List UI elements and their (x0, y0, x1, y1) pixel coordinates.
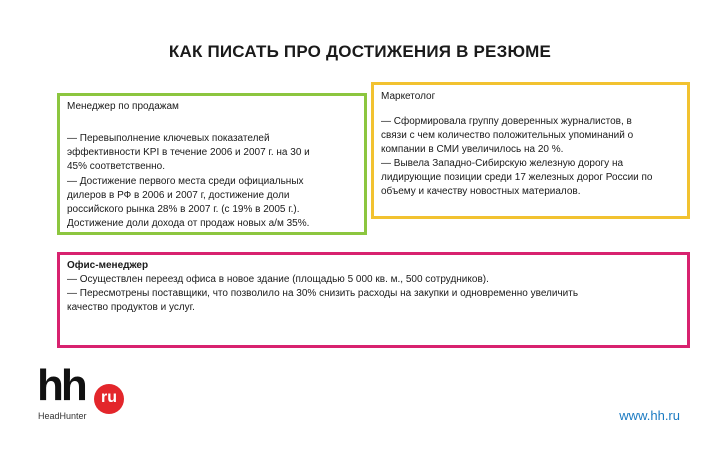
site-link[interactable]: www.hh.ru (619, 408, 680, 423)
text-line: — Осуществлен переезд офиса в новое здание (площадью 5 000 кв. м., 500 сотрудников). (67, 274, 489, 285)
text-line: — Сформировала группу доверенных журналистов, в (381, 116, 632, 127)
marketer-heading: Маркетолог (381, 91, 436, 102)
text-line: объему и качеству новостных материалов. (381, 186, 581, 197)
sales-manager-text (67, 132, 357, 231)
text-line: российского рынка 28% в 2007 г. (с 19% в 2005 г.). (67, 204, 300, 216)
text-line: компании в СМИ увеличилось на 20 %. (381, 144, 564, 155)
marketer-text (381, 115, 680, 199)
text-line: — Достижение первого места среди официальных (67, 175, 304, 187)
text-line: Достижение доли дохода от продаж новых а/м 35%. (67, 218, 310, 230)
office-manager-text (67, 273, 680, 315)
text-line: связи с чем количество положительных упоминаний о (381, 130, 634, 141)
text-line: эффективности KPI в течение 2006 и 2007 г. на 30 и (67, 147, 310, 159)
logo-ru-circle: ru (94, 384, 124, 414)
text-line: качество продуктов и услуг. (67, 302, 195, 313)
sales-manager-heading: Менеджер по продажам (67, 101, 179, 112)
office-manager-heading: Офис-менеджер (67, 260, 149, 271)
headhunter-logo (37, 361, 137, 424)
marketer-card (371, 82, 690, 219)
sales-manager-card (57, 93, 367, 235)
logo-subtitle: HeadHunter (38, 411, 87, 421)
office-manager-card (57, 252, 690, 348)
text-line: дилеров в РФ в 2006 и 2007 г, достижение доли (67, 189, 290, 201)
page-title: КАК ПИСАТЬ ПРО ДОСТИЖЕНИЯ В РЕЗЮМЕ (168, 42, 552, 61)
logo-hh-text: hh (37, 361, 85, 410)
text-line: 45% соответственно. (67, 161, 166, 173)
text-line: — Пересмотрены поставщики, что позволило на 30% снизить расходы на закупки и одновременно увеличить (67, 288, 579, 299)
text-line: лидирующие позиции среди 17 железных дорог России по (381, 172, 653, 183)
text-line: — Перевыполнение ключевых показателей (67, 133, 270, 144)
text-line: — Вывела Западно-Сибирскую железную дорогу на (381, 158, 624, 169)
